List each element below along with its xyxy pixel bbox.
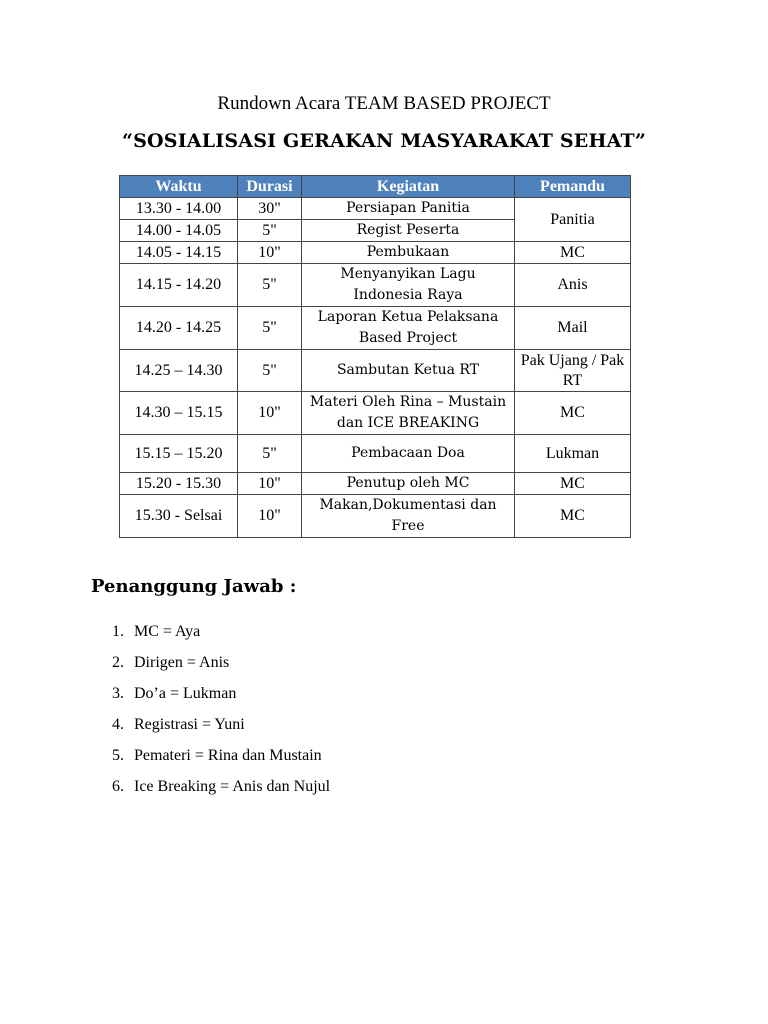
cell-waktu: 14.05 - 14.15 (120, 242, 238, 264)
list-item (112, 650, 330, 681)
cell-durasi: 10" (238, 473, 302, 495)
cell-kegiatan: Pembukaan (302, 242, 515, 264)
cell-pemandu: Panitia (515, 198, 631, 242)
list-number: 1. (112, 623, 124, 640)
table-row (120, 473, 631, 495)
rundown-table (119, 175, 631, 538)
cell-durasi: 5" (238, 220, 302, 242)
cell-kegiatan: Materi Oleh Rina – Mustain dan ICE BREAKING (302, 392, 515, 435)
table-row (120, 242, 631, 264)
list-text: Pemateri = Rina dan Mustain (134, 747, 322, 764)
cell-kegiatan: Menyanyikan Lagu Indonesia Raya (302, 264, 515, 307)
cell-durasi: 10" (238, 242, 302, 264)
list-item (112, 619, 330, 650)
list-number: 5. (112, 747, 124, 764)
cell-pemandu: MC (515, 392, 631, 435)
header-kegiatan: Kegiatan (302, 176, 515, 198)
list-number: 6. (112, 778, 124, 795)
cell-kegiatan: Pembacaan Doa (302, 435, 515, 473)
document-title: Rundown Acara TEAM BASED PROJECT (217, 93, 551, 114)
list-text: MC = Aya (134, 623, 201, 640)
cell-durasi: 5" (238, 264, 302, 307)
cell-pemandu: MC (515, 473, 631, 495)
table-row (120, 495, 631, 538)
list-number: 4. (112, 716, 124, 733)
cell-waktu: 15.30 - Selsai (120, 495, 238, 538)
cell-kegiatan: Laporan Ketua Pelaksana Based Project (302, 307, 515, 350)
header-pemandu: Pemandu (515, 176, 631, 198)
cell-waktu: 15.20 - 15.30 (120, 473, 238, 495)
table-row (120, 435, 631, 473)
responsibility-list (112, 619, 330, 805)
table-row (120, 264, 631, 307)
table-row (120, 307, 631, 350)
cell-durasi: 10" (238, 495, 302, 538)
cell-waktu: 14.00 - 14.05 (120, 220, 238, 242)
document-subtitle: “SOSIALISASI GERAKAN MASYARAKAT SEHAT” (121, 130, 647, 152)
list-item (112, 712, 330, 743)
cell-kegiatan: Regist Peserta (302, 220, 515, 242)
cell-kegiatan: Makan,Dokumentasi dan Free (302, 495, 515, 538)
cell-durasi: 5" (238, 435, 302, 473)
cell-waktu: 14.15 - 14.20 (120, 264, 238, 307)
list-number: 3. (112, 685, 124, 702)
table-row (120, 350, 631, 392)
cell-pemandu: MC (515, 242, 631, 264)
list-item (112, 681, 330, 712)
responsibility-heading: Penanggung Jawab : (91, 576, 297, 597)
header-waktu: Waktu (120, 176, 238, 198)
cell-durasi: 5" (238, 307, 302, 350)
table-row (120, 392, 631, 435)
list-text: Registrasi = Yuni (134, 716, 245, 733)
cell-durasi: 10" (238, 392, 302, 435)
list-text: Ice Breaking = Anis dan Nujul (134, 778, 331, 795)
list-text: Do’a = Lukman (134, 685, 237, 702)
list-item (112, 743, 330, 774)
list-text: Dirigen = Anis (134, 654, 230, 671)
cell-durasi: 30" (238, 198, 302, 220)
cell-pemandu: Pak Ujang / Pak RT (515, 350, 631, 392)
cell-pemandu: Lukman (515, 435, 631, 473)
cell-durasi: 5" (238, 350, 302, 392)
cell-pemandu: Anis (515, 264, 631, 307)
cell-pemandu: Mail (515, 307, 631, 350)
cell-kegiatan: Penutup oleh MC (302, 473, 515, 495)
cell-waktu: 14.30 – 15.15 (120, 392, 238, 435)
cell-kegiatan: Sambutan Ketua RT (302, 350, 515, 392)
table-header-row (120, 176, 631, 198)
cell-waktu: 15.15 – 15.20 (120, 435, 238, 473)
cell-kegiatan: Persiapan Panitia (302, 198, 515, 220)
cell-pemandu: MC (515, 495, 631, 538)
cell-waktu: 14.25 – 14.30 (120, 350, 238, 392)
header-durasi: Durasi (238, 176, 302, 198)
cell-waktu: 13.30 - 14.00 (120, 198, 238, 220)
table-row (120, 198, 631, 220)
list-number: 2. (112, 654, 124, 671)
cell-waktu: 14.20 - 14.25 (120, 307, 238, 350)
list-item (112, 774, 330, 805)
